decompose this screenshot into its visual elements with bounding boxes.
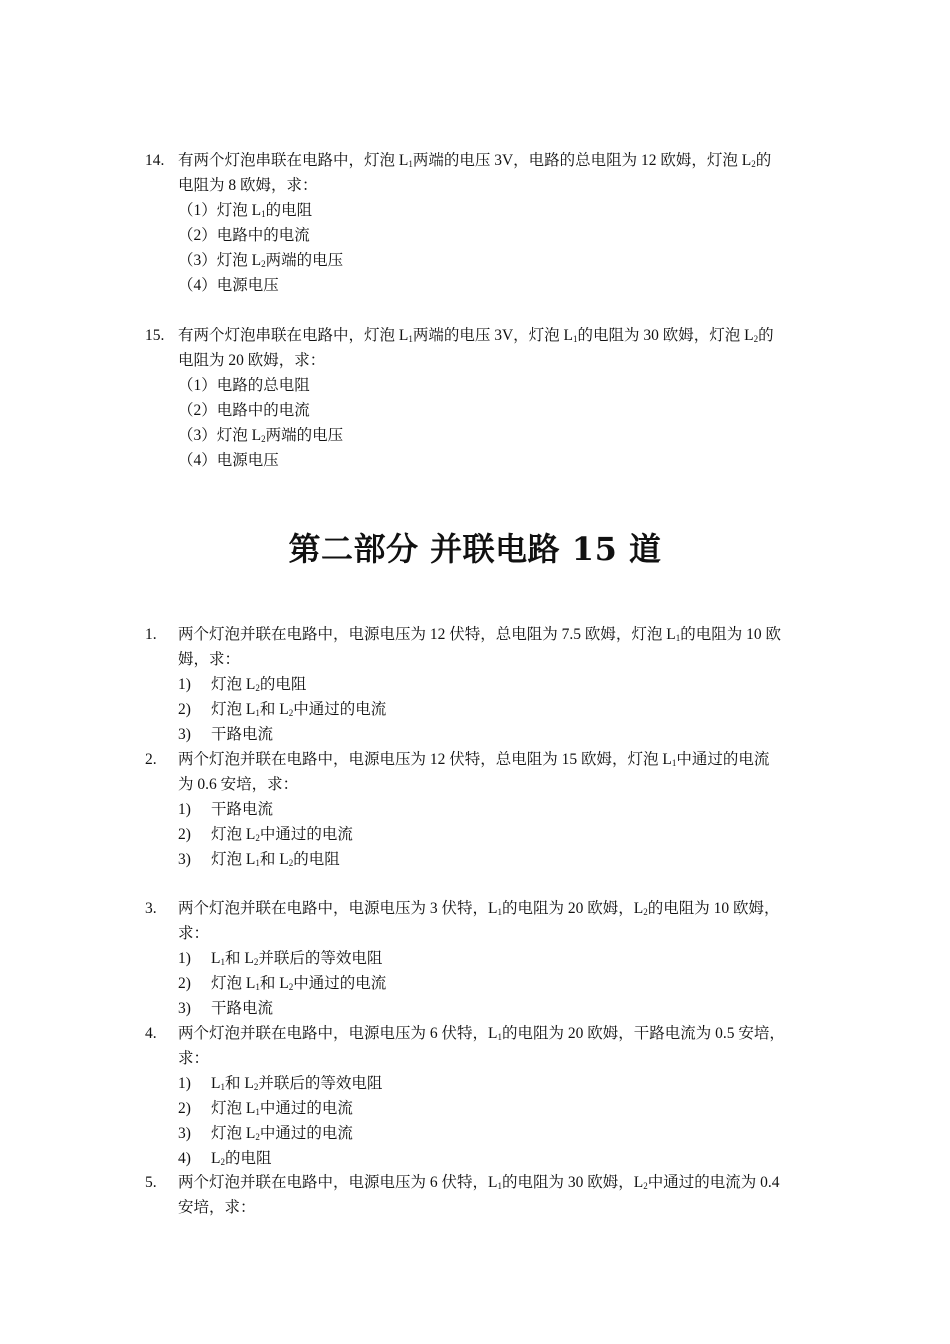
question-text-line: 安培，求： — [178, 1199, 256, 1216]
question-1 — [145, 622, 815, 747]
sub-question: 2) 灯泡 $L_2$中通过的电流 — [178, 826, 353, 843]
sub-question: 3) 干路电流 — [178, 1000, 274, 1017]
question-14 — [145, 148, 815, 298]
sub-question: （2）电路中的电流 — [178, 227, 310, 244]
question-4 — [145, 1021, 815, 1171]
sub-question: 4) $L_2$的电阻 — [178, 1150, 272, 1167]
sub-question: （2）电路中的电流 — [178, 402, 310, 419]
question-3 — [145, 896, 815, 1021]
sub-question: 1) 灯泡 $L_2$的电阻 — [178, 676, 307, 693]
question-text-line: 两个灯泡并联在电路中，电源电压为 6 伏特，$L_1$的电阻为 20 欧姆，干路电流为 0.5 安培， — [178, 1025, 785, 1042]
sub-question: 1) $L_1$和 $L_2$并联后的等效电阻 — [178, 950, 383, 967]
question-text-line: 电阻为 20 欧姆，求： — [178, 352, 326, 369]
question-text-line: 两个灯泡并联在电路中，电源电压为 12 伏特，总电阻为 7.5 欧姆，灯泡 $L_1$的电阻为 10 欧 — [178, 626, 781, 643]
sub-question: （4）电源电压 — [178, 277, 279, 294]
sub-question: 2) 灯泡 $L_1$和 $L_2$中通过的电流 — [178, 701, 387, 718]
sub-question: （3）灯泡 $L_2$两端的电压 — [178, 427, 344, 444]
section-heading: 第二部分 并联电路 15 道 — [288, 530, 662, 568]
sub-question: （3）灯泡 $L_2$两端的电压 — [178, 252, 344, 269]
question-text-line: 姆，求： — [178, 651, 241, 668]
question-number: 4. — [145, 1025, 157, 1042]
sub-question: 2) 灯泡 $L_1$和 $L_2$中通过的电流 — [178, 975, 387, 992]
sub-question: 3) 灯泡 $L_1$和 $L_2$的电阻 — [178, 851, 340, 868]
sub-question: 1) $L_1$和 $L_2$并联后的等效电阻 — [178, 1075, 383, 1092]
sub-question: 3) 灯泡 $L_2$中通过的电流 — [178, 1125, 353, 1142]
question-text-line: 求： — [178, 925, 210, 942]
question-text-line: 两个灯泡并联在电路中，电源电压为 12 伏特，总电阻为 15 欧姆，灯泡 $L_1$中通过的电流 — [178, 751, 770, 768]
question-5 — [145, 1170, 815, 1220]
sub-question: （1）电路的总电阻 — [178, 377, 310, 394]
sub-question: 1) 干路电流 — [178, 801, 274, 818]
question-text-line: 电阻为 8 欧姆，求： — [178, 177, 318, 194]
question-number: 14. — [145, 152, 165, 169]
question-15 — [145, 323, 815, 473]
sub-question: （1）灯泡 $L_1$的电阻 — [178, 202, 313, 219]
question-text-line: 有两个灯泡串联在电路中，灯泡 $L_1$两端的电压 3V，电路的总电阻为 12 欧姆，灯泡 $L_2$的 — [178, 152, 772, 169]
sub-question: 2) 灯泡 $L_1$中通过的电流 — [178, 1100, 353, 1117]
question-text-line: 求： — [178, 1050, 210, 1067]
question-text-line: 有两个灯泡串联在电路中，灯泡 $L_1$两端的电压 3V，灯泡 $L_1$的电阻为 30 欧姆，灯泡 $L_2$的 — [178, 327, 774, 344]
question-text-line: 为 0.6 安培，求： — [178, 776, 299, 793]
question-2 — [145, 747, 815, 872]
question-number: 5. — [145, 1174, 157, 1191]
question-number: 15. — [145, 327, 165, 344]
question-text-line: 两个灯泡并联在电路中，电源电压为 3 伏特，$L_1$的电阻为 20 欧姆，$L_2$的电阻为 10 欧姆， — [178, 900, 780, 917]
question-number: 2. — [145, 751, 157, 768]
sub-question: （4）电源电压 — [178, 452, 279, 469]
sub-question: 3) 干路电流 — [178, 726, 274, 743]
question-number: 1. — [145, 626, 157, 643]
question-text-line: 两个灯泡并联在电路中，电源电压为 6 伏特，$L_1$的电阻为 30 欧姆，$L_2$中通过的电流为 0.4 — [178, 1174, 780, 1191]
question-number: 3. — [145, 900, 157, 917]
